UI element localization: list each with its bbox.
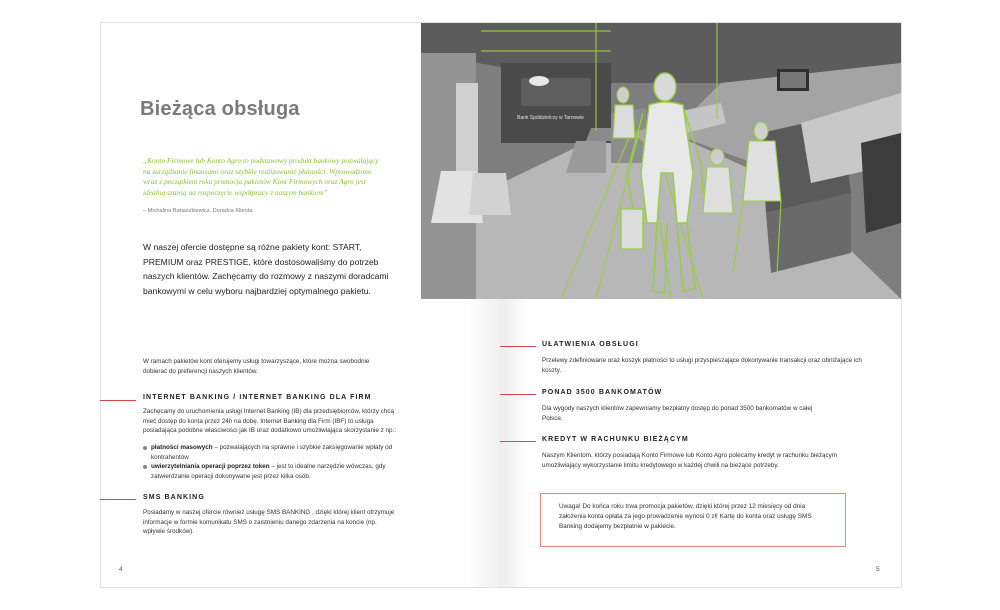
internet-banking-rule xyxy=(100,400,136,401)
bullet-bold: uwierzytelniania operacji poprzez token xyxy=(151,463,270,470)
page-number-left: 4 xyxy=(119,566,123,573)
bank-interior-photo xyxy=(421,23,901,299)
section-body: Naszym Klientom, którzy posiadają Konto Firmowe lub Konto Agro polecamy kredyt w rachunku bieżącym umożliwiający wykorzystanie limitu kredytowego w każdej chwili na bieżące potrzeby. xyxy=(542,452,838,469)
sms-banking-heading: SMS BANKING xyxy=(143,494,205,501)
bullet-text: – jest to idealne narzędzie wówczas, gdy zatwierdzanie operacji dokonywane jest przez kilka osób. xyxy=(151,463,386,480)
section-rule xyxy=(500,394,536,395)
internet-banking-body: Zachęcamy do uruchomienia usługi Internet Banking (IB) dla przedsiębiorców, którzy chcą mieć dostęp do konta przez 24h na dobę. Internet Banking dla Firm (IBF) to usługa posiadająca podobne właściwości jak IB oraz dodatkowo umożliwiająca skorzystanie z np.: xyxy=(143,408,397,435)
section-heading: UŁATWIENIA OBSŁUGI xyxy=(542,341,639,348)
bank-sign-text: Bank Spółdzielczy w Tarnowie xyxy=(517,115,584,121)
internet-banking-heading: INTERNET BANKING / INTERNET BANKING DLA FIRM xyxy=(143,394,372,401)
section-rule xyxy=(500,441,536,442)
bullet-text: – pozwalających na sprawne i szybkie zaksięgowanie wpłaty od kontrahentów xyxy=(151,444,393,461)
section-rule xyxy=(500,346,536,347)
bullet-item xyxy=(143,443,393,462)
section-body: Dla wygody naszych klientów zapewniamy bezpłatny dostęp do ponad 3500 bankomatów w całej Polsce. xyxy=(542,405,813,422)
section-body: Przelewy zdefiniowane oraz koszyk płatności to usługi przyspieszające dokonywanie transakcji oraz obniżające ich koszty. xyxy=(542,357,862,374)
testimonial-quote: „Konto Firmowe lub Konto Agro to podstawowy produkt bankowy pozwalający na zarządzanie finansami oraz szybkie realizowanie płatności. Wprowadzono wraz z początkiem roku promocja pakietów Kont Firmowych oraz Agro jest idealną szansą na rozpoczęcie współpracy z naszym bankiem” xyxy=(143,156,379,197)
sms-banking-body: Posiadamy w naszej ofercie również usługę SMS BANKING , dzięki której klient otrzymuje informacje w formie komunikatu SMS o zaistnieniu danego zdarzenia na koncie (np. wpływie środków). xyxy=(143,509,395,536)
section-heading: KREDYT W RACHUNKU BIEŻĄCYM xyxy=(542,436,689,443)
bullet-dot-icon xyxy=(143,446,147,450)
page-number-right: 5 xyxy=(876,566,880,573)
bullet-bold: płatności masowych xyxy=(151,444,213,451)
page-title: Bieżąca obsługa xyxy=(140,98,300,120)
quote-author: – Michalina Banaszkiewicz, Doradca Klienta xyxy=(143,208,253,214)
section-heading: PONAD 3500 BANKOMATÓW xyxy=(542,389,663,396)
promo-notice-box: Uwaga! Do końca roku trwa promocja pakietów, dzięki której przez 12 miesięcy od dnia założenia konta opłata za jego prowadzenie wynosi 0 zł! Kartę do konta oraz usługę SMS Banking dodajemy bezpłatnie w pakiecie. xyxy=(540,493,846,547)
sms-banking-rule xyxy=(100,499,136,500)
services-intro: W ramach pakietów kont oferujemy usługi towarzyszące, które można swobodnie dobierać do preferencji naszych klientów. xyxy=(143,358,370,375)
bullet-item xyxy=(143,462,393,481)
intro-paragraph: W naszej ofercie dostępne są różne pakiety kont: START, PREMIUM oraz PRESTIGE, które dostosowaliśmy do potrzeb naszych klientów. Zachęcamy do rozmowy z naszymi doradcami bankowymi w celu wyboru najbardziej optymalnego pakietu. xyxy=(143,242,389,296)
bullet-dot-icon xyxy=(143,465,147,469)
